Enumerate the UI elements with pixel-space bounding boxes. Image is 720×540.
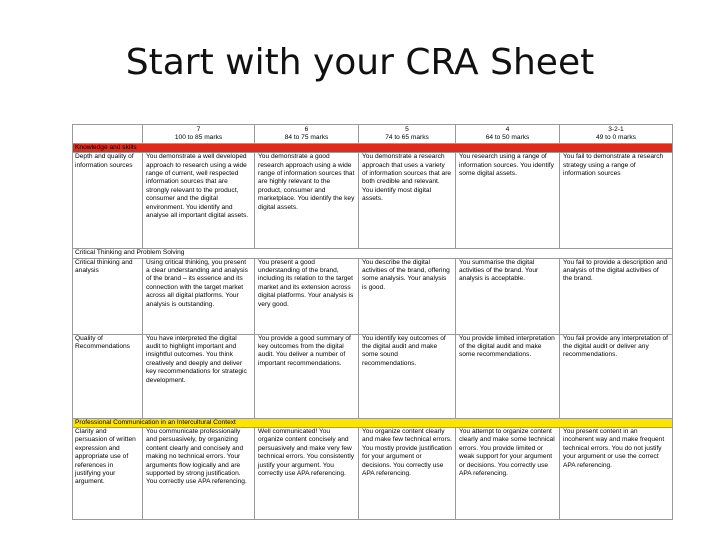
range-label: 49 to 0 marks xyxy=(596,134,636,142)
section-label: Professional Communication in an Intercultural Context xyxy=(73,418,673,427)
score-label: 7 xyxy=(196,126,201,133)
descriptor-cell: You fail provide any interpretation of the digital audit or deliver any recommendations. xyxy=(560,334,673,418)
descriptor-cell: You demonstrate a good research approach using a wide range of information sources that are highly relevant to the product, consumer and marketplace. You identify the key digital assets. xyxy=(255,153,359,249)
descriptor-cell: You fail to provide a description and analysis of the digital activities of the brand. xyxy=(560,258,673,334)
score-label: 3-2-1 xyxy=(608,126,624,133)
descriptor-cell: Using critical thinking, you present a clear understanding and analysis of the brand – its essence and its connection with the target market across all digital platforms. Your analysis is outstanding. xyxy=(143,258,255,334)
descriptor-cell: You present a good understanding of the brand, including its relation to the target market and its extension across digital platforms. Your analysis is very good. xyxy=(255,258,359,334)
descriptor-cell: You demonstrate a well developed approach to research using a wide range of current, well respected information sources that are strongly relevant to the product, consumer and the digital environment. You identify and analyse all important digital assets. xyxy=(143,153,255,249)
rubric-row xyxy=(73,258,673,334)
rubric-row xyxy=(73,153,673,249)
range-label: 64 to 50 marks xyxy=(485,134,530,142)
section-label: Critical Thinking and Problem Solving xyxy=(73,249,673,258)
section-label: Knowledge and skills xyxy=(73,143,673,152)
descriptor-cell: You research using a range of information sources. You identify some digital assets. xyxy=(456,153,560,249)
criterion-label: Depth and quality of information sources xyxy=(73,153,143,249)
criterion-label: Clarity and persuasion of written expression and appropriate use of references in justifying your argument. xyxy=(73,428,143,520)
descriptor-cell: You have interpreted the digital audit to highlight important and insightful outcomes. You think creatively and deeply and deliver key recommendations for strategic development. xyxy=(143,334,255,418)
descriptor-cell: You fail to demonstrate a research strategy using a range of information sources xyxy=(560,153,673,249)
descriptor-cell: You describe the digital activities of the brand, offering some analysis. Your analysis is good. xyxy=(359,258,456,334)
descriptor-cell: You present content in an incoherent way and make frequent technical errors. You do not justify your argument or use the correct APA referencing. xyxy=(560,428,673,520)
descriptor-cell: You provide a good summary of key outcomes from the digital audit. You deliver a number of important recommendations. xyxy=(255,334,359,418)
score-label: 5 xyxy=(405,126,409,133)
descriptor-cell: You communicate professionally and persuasively, by organizing content clearly and concisely and making no technical errors. Your arguments flow logically and are supported by strong justification. You correctly use APA referencing. xyxy=(143,428,255,520)
criterion-label: Quality of Recommendations xyxy=(73,334,143,418)
descriptor-cell: You demonstrate a research approach that uses a variety of information sources that are both credible and relevant. You identify most digital assets. xyxy=(359,153,456,249)
criterion-label: Critical thinking and analysis xyxy=(73,258,143,334)
descriptor-cell: You identify key outcomes of the digital audit and make some sound recommendations. xyxy=(359,334,456,418)
rubric-row xyxy=(73,334,673,418)
rubric-table xyxy=(72,124,673,520)
score-column-header xyxy=(560,125,673,144)
range-label: 74 to 65 marks xyxy=(385,134,429,142)
score-column-header xyxy=(143,125,255,144)
range-label: 100 to 85 marks xyxy=(174,134,223,142)
score-label: 4 xyxy=(505,126,510,133)
score-label: 6 xyxy=(304,126,309,133)
descriptor-cell: You attempt to organize content clearly and make some technical errors. You provide limited or weak support for your argument or decisions. You correctly use APA referencing. xyxy=(456,428,560,520)
range-label: 84 to 75 marks xyxy=(284,134,329,142)
rubric-header-row xyxy=(73,125,673,144)
descriptor-cell: You organize content clearly and make few technical errors. You mostly provide justification for your argument or decisions. You correctly use APA referencing. xyxy=(359,428,456,520)
score-column-header xyxy=(359,125,456,144)
section-header-row xyxy=(73,143,673,152)
descriptor-cell: You provide limited interpretation of the digital audit and make some recommendations. xyxy=(456,334,560,418)
descriptor-cell: You summarise the digital activities of the brand. Your analysis is acceptable. xyxy=(456,258,560,334)
score-column-header xyxy=(255,125,359,144)
section-header-row xyxy=(73,418,673,427)
rubric-row xyxy=(73,428,673,520)
criterion-header xyxy=(73,125,143,144)
section-header-row xyxy=(73,249,673,258)
score-column-header xyxy=(456,125,560,144)
descriptor-cell: Well communicated! You organize content concisely and persuasively and make very few technical errors. You consistently justify your argument. You correctly use APA referencing. xyxy=(255,428,359,520)
slide-title: Start with your CRA Sheet xyxy=(125,42,595,83)
